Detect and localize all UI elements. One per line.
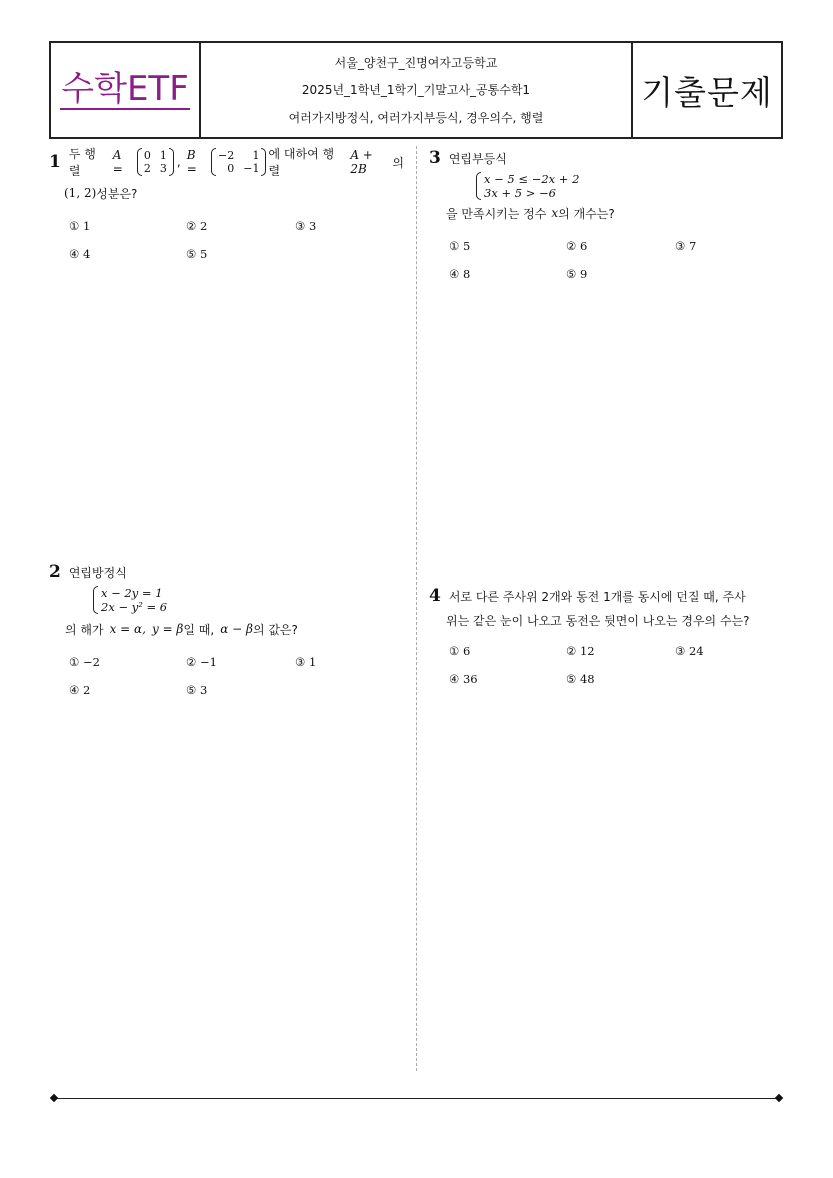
q1-choices <box>49 212 404 268</box>
matrix-b <box>211 148 266 176</box>
exam-topics: 여러가지방정식, 여러가지부등식, 경우의수, 행렬 <box>288 110 544 125</box>
choice-4[interactable]: ④ 2 <box>69 683 91 697</box>
question-number: 3 <box>429 148 441 168</box>
q4-line2: 위는 같은 눈이 나오고 동전은 뒷면이 나오는 경우의 수는? <box>446 613 750 628</box>
choice-4[interactable]: ④ 4 <box>69 247 91 261</box>
choice-4[interactable]: ④ 36 <box>449 672 478 686</box>
q4-line1: 서로 다른 주사위 2개와 동전 1개를 동시에 던질 때, 주사 <box>448 589 746 604</box>
matrix-cell: 3 <box>159 162 167 175</box>
question-3 <box>429 147 784 288</box>
choice-5[interactable]: ⑤ 3 <box>186 683 208 697</box>
column-divider <box>416 146 417 1071</box>
choice-5[interactable]: ⑤ 48 <box>566 672 595 686</box>
choice-1[interactable]: ① 5 <box>449 239 471 253</box>
q3-inequality-2: 3x + 5 > −6 <box>484 186 556 200</box>
q1-matrix-a-name: A = <box>112 148 123 176</box>
choice-3[interactable]: ③ 24 <box>675 644 704 658</box>
q2-choices <box>49 648 404 704</box>
q1-lead: 두 행렬 <box>68 147 96 178</box>
q2-equation-1: x − 2y = 1 <box>101 586 163 600</box>
q3-choices <box>429 232 784 288</box>
choice-2[interactable]: ② 12 <box>566 644 595 658</box>
matrix-cell: 2 <box>143 162 151 175</box>
question-4 <box>429 583 784 693</box>
matrix-cell: 0 <box>227 162 235 175</box>
document-tag: 기출문제 <box>641 72 773 112</box>
question-2 <box>49 561 404 704</box>
brand-logo <box>51 43 201 137</box>
footer-diamond-left <box>50 1094 58 1102</box>
q3-s1: 을 만족시키는 정수 <box>446 206 547 221</box>
choice-5[interactable]: ⑤ 9 <box>566 267 588 281</box>
choice-2[interactable]: ② −1 <box>186 655 217 669</box>
q2-equation-system <box>93 586 404 614</box>
q1-expression: A + 2B <box>350 148 373 176</box>
q3-s3: 의 개수는? <box>558 206 615 221</box>
matrix-cell: −2 <box>218 149 235 162</box>
question-number: 4 <box>429 586 441 606</box>
question-number: 2 <box>49 562 61 582</box>
choice-1[interactable]: ① 1 <box>69 219 91 233</box>
question-number: 1 <box>49 152 61 172</box>
q2-s4: 일 때, <box>183 622 215 637</box>
question-1: 1 두 행렬 A = 0 1 2 3 , B = −2 1 0 −1 에 대하여 행렬 A + 2B 의 (1, 2) 성분은? ① 1 ② 2 ③ 3 ④ 4 ⑤ 5 <box>49 146 404 268</box>
choice-3[interactable]: ③ 3 <box>295 219 317 233</box>
q1-mid: 에 대하여 행렬 <box>268 147 335 178</box>
q3-s2: x <box>551 206 559 220</box>
footer-rule <box>54 1098 779 1099</box>
q3-inequality-system <box>476 172 784 200</box>
choice-1[interactable]: ① −2 <box>69 655 100 669</box>
q1-position: (1, 2) <box>64 186 97 200</box>
matrix-cell: −1 <box>243 162 260 175</box>
choice-2[interactable]: ② 6 <box>566 239 588 253</box>
matrix-a <box>137 148 174 176</box>
exam-header <box>49 41 783 139</box>
q1-tail: 의 <box>392 155 404 170</box>
exam-info <box>201 43 633 137</box>
school-name: 서울_양천구_진명여자고등학교 <box>334 56 498 71</box>
footer-diamond-right <box>775 1094 783 1102</box>
exam-title: 2025년_1학년_1학기_기말고사_공통수학1 <box>301 83 531 98</box>
q2-s5: α − β <box>220 622 253 636</box>
q4-choices <box>429 637 784 693</box>
choice-2[interactable]: ② 2 <box>186 219 208 233</box>
q2-s3: y = β <box>151 622 184 636</box>
brand-logo-text: 수학ETF <box>61 69 189 109</box>
matrix-cell: 1 <box>252 149 260 162</box>
q2-s6: 의 값은? <box>252 622 298 637</box>
q2-title: 연립방정식 <box>68 565 127 580</box>
choice-1[interactable]: ① 6 <box>449 644 471 658</box>
q3-title: 연립부등식 <box>448 151 507 166</box>
choice-3[interactable]: ③ 1 <box>295 655 317 669</box>
q1-line2: 성분은? <box>96 186 138 201</box>
matrix-cell: 0 <box>143 149 151 162</box>
choice-5[interactable]: ⑤ 5 <box>186 247 208 261</box>
q1-matrix-b-name: B = <box>186 148 197 176</box>
q2-s1: 의 해가 <box>65 622 104 637</box>
q2-s2: x = α, <box>109 622 146 636</box>
matrix-cell: 1 <box>159 149 167 162</box>
q3-inequality-1: x − 5 ≤ −2x + 2 <box>484 172 580 186</box>
choice-4[interactable]: ④ 8 <box>449 267 471 281</box>
q2-equation-2: 2x − y² = 6 <box>101 600 168 614</box>
choice-3[interactable]: ③ 7 <box>675 239 697 253</box>
